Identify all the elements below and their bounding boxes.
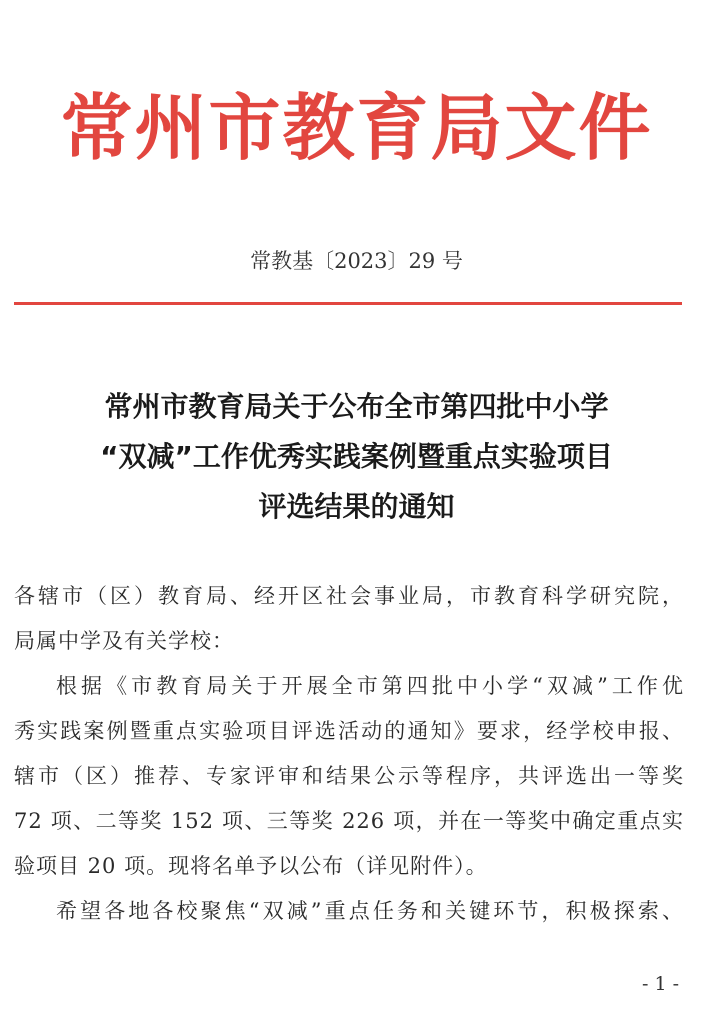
- body-line-4: 秀实践案例暨重点实验项目评选活动的通知》要求，经学校申报、: [14, 719, 684, 743]
- body-line-3: 根据《市教育局关于开展全市第四批中小学“双减”工作优: [56, 674, 684, 698]
- notice-title: [0, 382, 713, 532]
- title-line-3: 评选结果的通知: [258, 490, 455, 523]
- title-line-2: “双减”工作优秀实践案例暨重点实验项目: [100, 440, 613, 473]
- body-line-5: 辖市（区）推荐、专家评审和结果公示等程序，共评选出一等奖: [14, 764, 684, 788]
- body-line-2: 局属中学及有关学校：: [14, 629, 234, 653]
- title-line-1: 常州市教育局关于公布全市第四批中小学: [104, 390, 609, 423]
- body-line-8: 希望各地各校聚焦“双减”重点任务和关键环节，积极探索、: [56, 899, 684, 923]
- body-line-6: 72 项、二等奖 152 项、三等奖 226 项，并在一等奖中确定重点实: [14, 809, 684, 833]
- notice-body: [14, 574, 684, 934]
- page-number: - 1 -: [641, 973, 679, 995]
- document-masthead: 常州市教育局文件: [60, 85, 653, 170]
- body-line-7: 验项目 20 项。现将名单予以公布（详见附件）。: [14, 854, 488, 878]
- body-line-1: 各辖市（区）教育局、经开区社会事业局，市教育科学研究院，: [14, 584, 684, 608]
- document-number: 常教基〔2023〕29 号: [250, 249, 463, 273]
- red-separator-line: [14, 302, 682, 305]
